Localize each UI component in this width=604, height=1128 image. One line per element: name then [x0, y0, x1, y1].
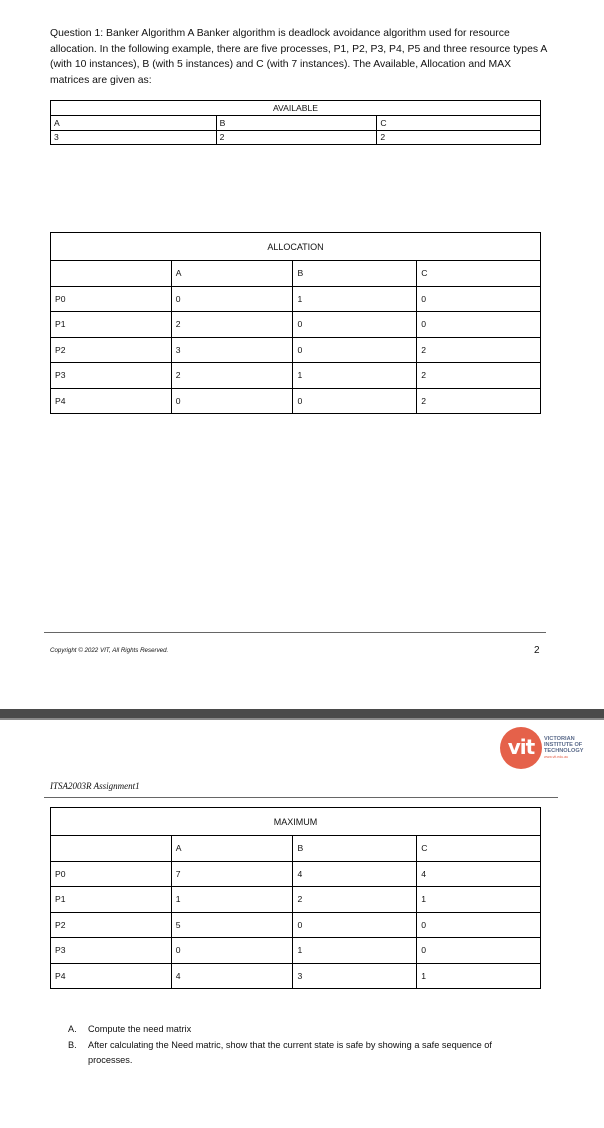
allocation-cell: 2	[417, 388, 541, 414]
process-label: P1	[51, 887, 172, 913]
maximum-header-empty	[51, 836, 172, 862]
allocation-cell: 2	[171, 312, 293, 338]
allocation-header-empty	[51, 261, 172, 287]
process-label: P2	[51, 337, 172, 363]
available-value-a: 3	[51, 131, 217, 145]
allocation-cell: 0	[293, 388, 417, 414]
logo-line: INSTITUTE OF	[544, 742, 583, 748]
table-row	[51, 963, 541, 989]
maximum-cell: 0	[417, 912, 541, 938]
allocation-cell: 1	[293, 363, 417, 389]
maximum-title-row	[51, 808, 541, 836]
available-value-row	[51, 131, 541, 145]
maximum-header-c: C	[417, 836, 541, 862]
allocation-cell: 0	[293, 312, 417, 338]
footer-rule	[44, 632, 546, 633]
allocation-cell: 0	[171, 388, 293, 414]
list-item	[68, 1022, 528, 1038]
maximum-cell: 4	[417, 861, 541, 887]
available-header-b: B	[216, 116, 377, 131]
task-text: Compute the need matrix	[88, 1024, 192, 1034]
available-header-row	[51, 116, 541, 131]
vit-logo	[500, 727, 584, 767]
allocation-cell: 2	[417, 363, 541, 389]
allocation-cell: 2	[417, 337, 541, 363]
maximum-cell: 0	[417, 938, 541, 964]
maximum-cell: 3	[293, 963, 417, 989]
logo-line: VICTORIAN	[544, 736, 575, 742]
process-label: P4	[51, 388, 172, 414]
task-text: After calculating the Need matric, show that the current state is safe by showing a safe sequence of processes.	[88, 1039, 492, 1065]
page-number: 2	[534, 645, 540, 656]
allocation-header-a: A	[171, 261, 293, 287]
task-list	[68, 1022, 528, 1069]
available-value-b: 2	[216, 131, 377, 145]
maximum-cell: 0	[293, 912, 417, 938]
allocation-table	[50, 232, 541, 414]
allocation-cell: 3	[171, 337, 293, 363]
table-row	[51, 312, 541, 338]
process-label: P0	[51, 861, 172, 887]
task-marker: B.	[68, 1039, 77, 1050]
allocation-header-row	[51, 261, 541, 287]
logo-line: TECHNOLOGY	[544, 748, 584, 754]
available-table	[50, 100, 541, 145]
process-label: P0	[51, 286, 172, 312]
allocation-header-b: B	[293, 261, 417, 287]
process-label: P1	[51, 312, 172, 338]
allocation-header-c: C	[417, 261, 541, 287]
available-value-c: 2	[377, 131, 541, 145]
table-row	[51, 861, 541, 887]
task-marker: A.	[68, 1024, 77, 1034]
question-text: Question 1: Banker Algorithm A Banker algorithm is deadlock avoidance algorithm used for resource allocation. In the following example, there are five processes, P1, P2, P3, P4, P5 and three resource types A (with 10 instances), B (with 5 instances) and C (with 7 instances). The Available, Allocation and MAX matrices are given as:	[50, 28, 547, 86]
allocation-cell: 0	[417, 312, 541, 338]
table-row	[51, 363, 541, 389]
maximum-header-a: A	[171, 836, 293, 862]
logo-letters: vit	[507, 735, 535, 759]
maximum-header-row	[51, 836, 541, 862]
maximum-title: MAXIMUM	[51, 808, 541, 836]
allocation-cell: 0	[417, 286, 541, 312]
available-title-row	[51, 101, 541, 116]
table-row	[51, 337, 541, 363]
allocation-cell: 1	[293, 286, 417, 312]
maximum-cell: 2	[293, 887, 417, 913]
allocation-title-row	[51, 233, 541, 261]
logo-url: www.vit.edu.au	[544, 755, 569, 759]
maximum-cell: 4	[293, 861, 417, 887]
logo-text	[544, 736, 584, 754]
header-rule	[44, 797, 558, 798]
allocation-title: ALLOCATION	[51, 233, 541, 261]
process-label: P3	[51, 938, 172, 964]
assignment-header: ITSA2003R Assignment1	[50, 781, 140, 791]
page-divider	[0, 709, 604, 720]
maximum-cell: 1	[417, 887, 541, 913]
copyright-text: Copyright © 2022 VIT, All Rights Reserved.	[50, 647, 169, 654]
maximum-header-b: B	[293, 836, 417, 862]
table-row	[51, 388, 541, 414]
available-header-a: A	[51, 116, 217, 131]
maximum-cell: 1	[293, 938, 417, 964]
process-label: P4	[51, 963, 172, 989]
list-item	[68, 1038, 528, 1069]
available-title: AVAILABLE	[51, 101, 541, 116]
table-row	[51, 938, 541, 964]
maximum-cell: 4	[171, 963, 293, 989]
maximum-cell: 1	[171, 887, 293, 913]
maximum-cell: 0	[171, 938, 293, 964]
maximum-cell: 7	[171, 861, 293, 887]
process-label: P2	[51, 912, 172, 938]
table-row	[51, 286, 541, 312]
maximum-cell: 5	[171, 912, 293, 938]
maximum-cell: 1	[417, 963, 541, 989]
allocation-cell: 2	[171, 363, 293, 389]
table-row	[51, 912, 541, 938]
process-label: P3	[51, 363, 172, 389]
allocation-cell: 0	[293, 337, 417, 363]
table-row	[51, 887, 541, 913]
available-header-c: C	[377, 116, 541, 131]
maximum-table	[50, 807, 541, 989]
allocation-cell: 0	[171, 286, 293, 312]
